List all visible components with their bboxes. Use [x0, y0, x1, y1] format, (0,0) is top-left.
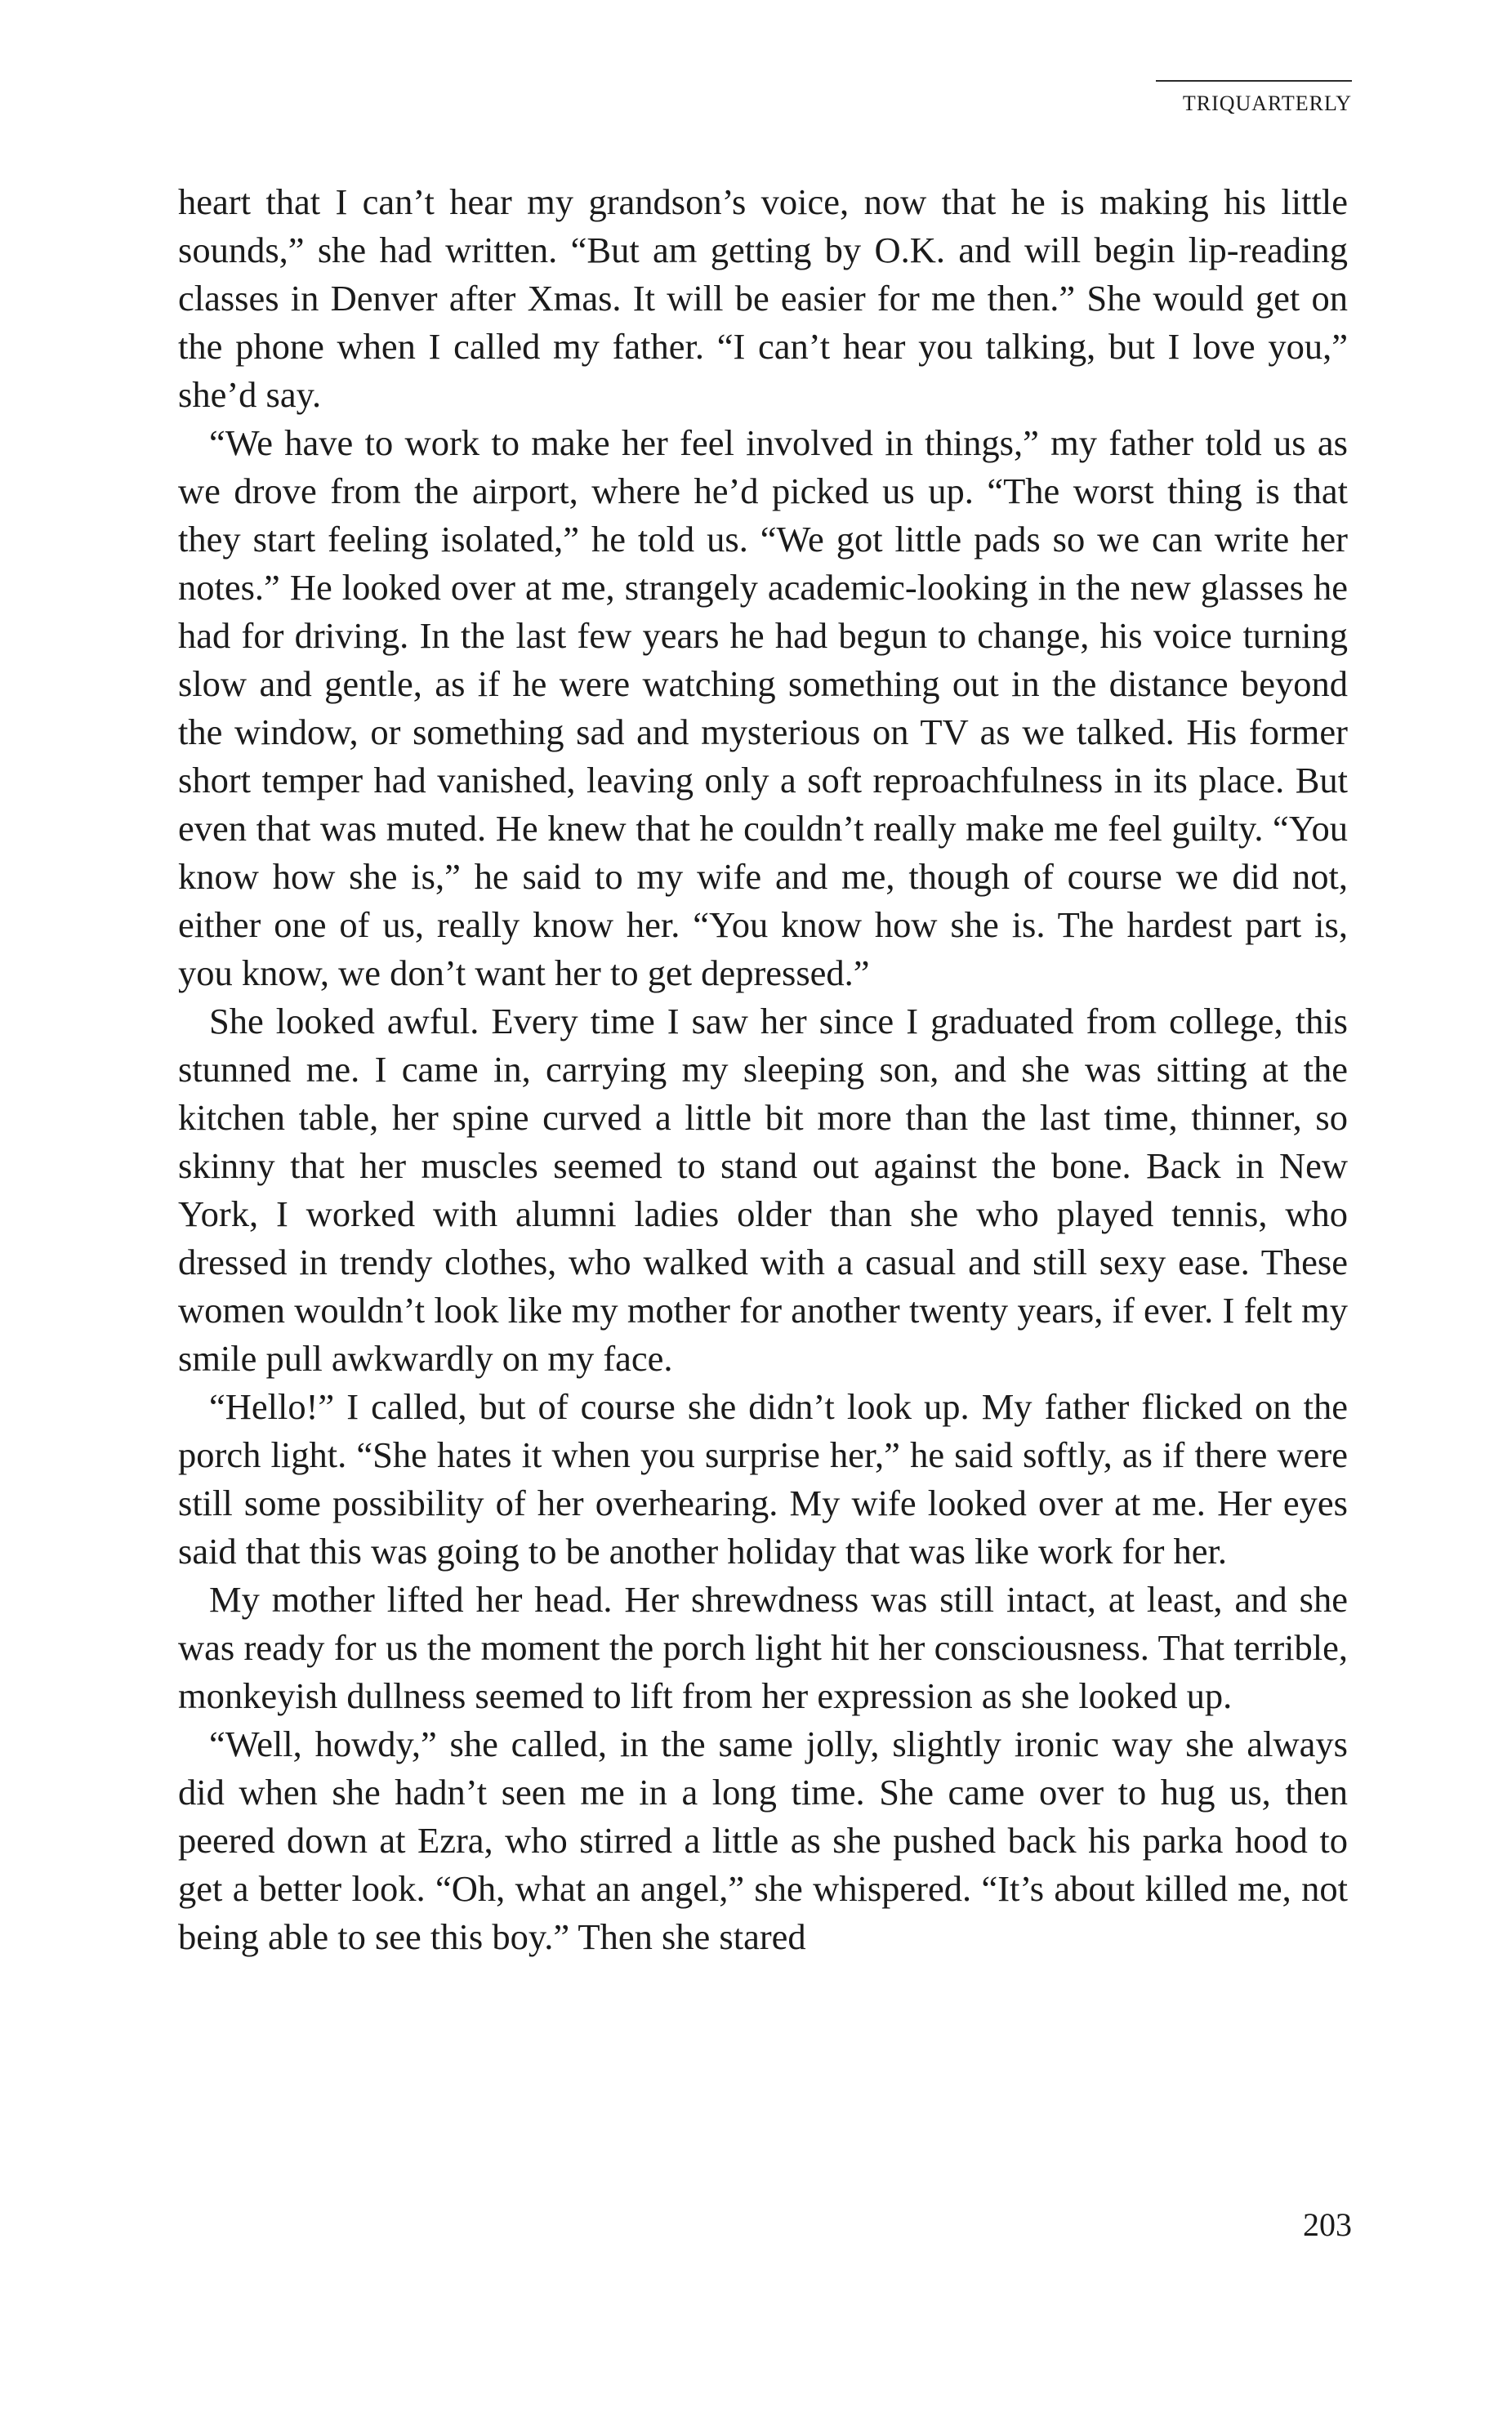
- paragraph: “Hello!” I called, but of course she didn’t look up. My father flicked on the porch light. “She hates it when you surprise her,” he said softly, as if there were still some possibility of her overhearing. My wife looked over at me. Her eyes said that this was going to be another holiday that was like work for her.: [178, 1386, 1348, 1572]
- body-text: [178, 178, 1348, 1961]
- paragraph: She looked awful. Every time I saw her since I graduated from college, this stunned me. I came in, carrying my sleeping son, and she was sitting at the kitchen table, her spine curved a little bit more than the last time, thinner, so skinny that her muscles seemed to stand out against the bone. Back in New York, I worked with alumni ladies older than she who played tennis, who dressed in trendy clothes, who walked with a casual and still sexy ease. These women wouldn’t look like my mother for another twenty years, if ever. I felt my smile pull awkwardly on my face.: [178, 1001, 1348, 1379]
- paragraph: heart that I can’t hear my grandson’s voice, now that he is making his little sounds,” she had written. “But am getting by O.K. and will begin lip-reading classes in Denver after Xmas. It will be easier for me then.” She would get on the phone when I called my father. “I can’t hear you talking, but I love you,” she’d say.: [178, 181, 1348, 415]
- header-rule: [1156, 80, 1352, 82]
- paragraph: “We have to work to make her feel involved in things,” my father told us as we drove from the airport, where he’d picked us up. “The worst thing is that they start feeling isolated,” he told us. “We got little pads so we can write her notes.” He looked over at me, strangely academic-looking in the new glasses he had for driving. In the last few years he had begun to change, his voice turning slow and gentle, as if he were watching something out in the distance beyond the window, or something sad and mysterious on TV as we talked. His former short temper had vanished, leaving only a soft reproachfulness in its place. But even that was muted. He knew that he couldn’t really make me feel guilty. “You know how she is,” he said to my wife and me, though of course we did not, either one of us, really know her. “You know how she is. The hardest part is, you know, we don’t want her to get depressed.”: [178, 422, 1348, 993]
- paragraph: “Well, howdy,” she called, in the same jolly, slightly ironic way she always did when she hadn’t seen me in a long time. She came over to hug us, then peered down at Ezra, who stirred a little as she pushed back his parka hood to get a better look. “Oh, what an angel,” she whispered. “It’s about killed me, not being able to see this boy.” Then she stared: [178, 1724, 1348, 1957]
- page-number: 203: [1303, 2206, 1352, 2243]
- paragraph: My mother lifted her head. Her shrewdness was still intact, at least, and she was ready for us the moment the porch light hit her consciousness. That terrible, monkeyish dullness seemed to lift from her expression as she looked up.: [178, 1579, 1348, 1716]
- journal-title: TRIQUARTERLY: [1182, 91, 1352, 115]
- running-head: [1156, 80, 1352, 116]
